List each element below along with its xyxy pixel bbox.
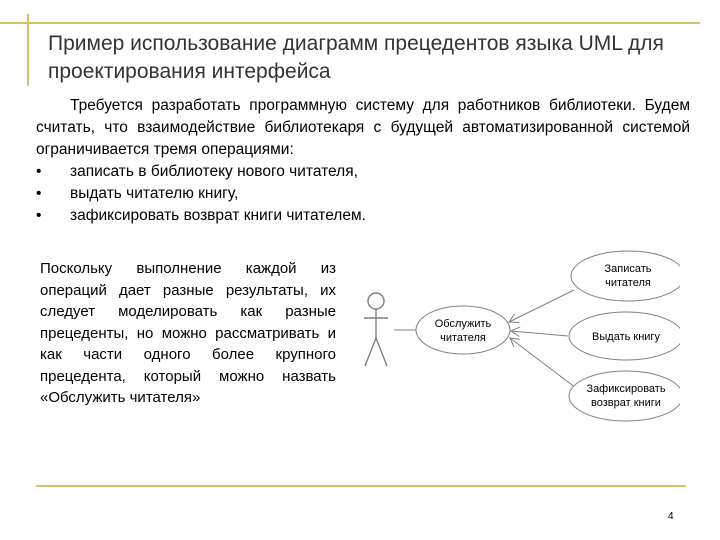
usecase-label: Зафиксировать xyxy=(586,383,666,395)
use-case-diagram xyxy=(350,238,680,428)
usecase-record-return xyxy=(569,371,680,421)
usecase-label: читателя xyxy=(440,332,486,344)
slide-title: Пример использование диаграмм прецедентов языка UML для проектирования интерфейса xyxy=(48,32,664,83)
arrow-issue xyxy=(511,331,568,336)
list-item: • выдать читателю книгу, xyxy=(36,183,690,205)
list-item: • записать в библиотеку нового читателя, xyxy=(36,161,690,183)
bottom-rule xyxy=(36,485,686,487)
usecase-label: читателя xyxy=(605,277,651,289)
left-accent-rule xyxy=(27,14,29,86)
list-item: • зафиксировать возврат книги читателем. xyxy=(36,205,690,227)
usecase-issue-book xyxy=(569,312,680,360)
top-rule xyxy=(0,22,700,24)
operations-list xyxy=(36,161,690,227)
usecase-serve-reader xyxy=(416,306,510,354)
page-number: 4 xyxy=(668,511,674,522)
usecase-register-reader xyxy=(571,251,680,301)
arrow-register xyxy=(509,290,574,322)
usecase-label: Записать xyxy=(604,263,652,275)
usecase-label: Обслужить xyxy=(434,318,492,330)
usecase-label: Выдать книгу xyxy=(592,331,660,343)
usecase-label: возврат книги xyxy=(591,397,661,409)
intro-block xyxy=(36,95,690,227)
intro-paragraph: Требуется разработать программную систему для работников библиотеки. Будем считать, что взаимодействие библиотекаря с будущей автоматизированной системой ограничивается тремя операциями: xyxy=(36,97,690,158)
actor-librarian xyxy=(364,293,388,366)
explanation-text: Поскольку выполнение каждой из операций дает разные результаты, их следует моделировать как разные прецеденты, но можно рассматривать и как части одного более крупного прецедента, который можно назвать «Обслужить читателя» xyxy=(40,260,336,406)
arrow-return xyxy=(510,338,576,388)
relation-arrows xyxy=(509,290,576,388)
